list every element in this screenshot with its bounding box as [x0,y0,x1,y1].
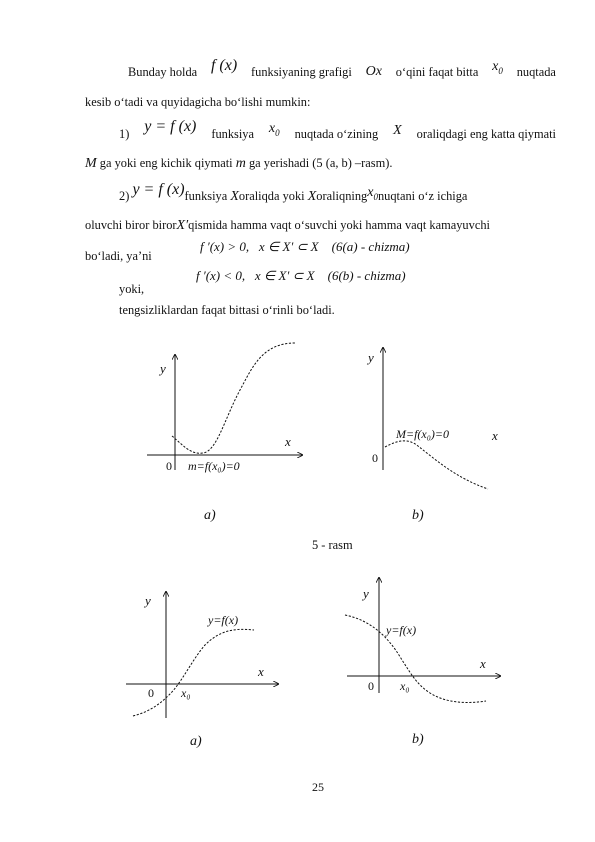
fig6b-y-label: y [363,586,369,601]
item2-text-c: oraliqning [316,189,368,203]
fig5b-curve [385,441,488,489]
fig6a-x-label: x [258,664,264,679]
para1-text-b: funksiyaning grafigi [251,65,352,79]
item2-x0: $x_0$ [367,185,378,202]
inequality-2: f ′(x) < 0, x ∈ X′ ⊂ X (6(b) - chizma) [196,268,406,283]
item2-conclusion: tengsizliklardan faqat bittasi o‘rinli bo‘ladi. [119,303,335,317]
fig5b-x-label: x [492,428,498,443]
page-number: 25 [312,780,324,794]
item2-line3: bo‘ladi, ya’ni [85,249,152,263]
inequality-1: f ′(x) > 0, x ∈ X′ ⊂ X (6(a) - chizma) [200,239,410,254]
item2-X2: X [307,189,317,204]
fig5a-caption: a) [204,508,216,523]
item1-equation: y = f (x) [144,118,197,135]
fig5b-y-label: y [368,350,374,365]
item1-text-b: nuqtada o‘zining [294,127,379,141]
yoki-text: yoki, [119,282,145,296]
item1-number: 1) [119,127,130,141]
fig6a-curve [133,629,254,716]
fig6a-origin: 0 [148,686,154,700]
para1-line2: kesib o‘tadi va quyidagicha bo‘lishi mumkin: [85,95,311,109]
fig5a-min-label: m=f(x₀)=0 [188,459,240,473]
item1-text-a: funksiya [211,127,254,141]
item2-text-b: oraliqda yoki [238,189,305,203]
item1-X: X [393,123,402,138]
fig6b-origin: 0 [368,679,374,693]
item2-text-line2b: qismida hamma vaqt o‘suvchi yoki hamma vaqt kamayuvchi [188,218,490,232]
item2-text-line2a: oluvchi biror biror [85,218,177,232]
item2-Xprime: X′ [176,218,189,233]
fig6b-x0-label: x₀ [400,679,410,693]
figure5-caption: 5 - rasm [312,538,353,552]
item2-X: X [230,189,239,204]
fig6a-y-label: y [145,593,151,608]
fig6a-x0-label: x₀ [181,686,191,700]
item1-text-e: ga yerishadi (5 (a, b) –rasm). [248,156,393,170]
fig5b-origin: 0 [372,451,378,465]
fig5b-max-label: M=f(x₀)=0 [396,427,450,441]
fig6b-function-label: y=f(x) [386,623,417,637]
fig6b-caption: b) [412,732,424,747]
item2-number: 2) [119,189,130,203]
item1-M: M [85,156,97,171]
figure-5b [366,348,510,523]
para1-text-a: Bunday holda [128,65,198,79]
figure-5a [147,343,302,523]
fig5a-y-label: y [160,361,166,376]
item1-m: m [235,156,246,171]
figure-6a [126,592,278,749]
fig6b-x-label: x [480,656,486,671]
para1-text-c: o‘qini faqat bitta [395,65,479,79]
fig5a-x-label: x [285,434,291,449]
item1-x0: $x_0$ [268,121,280,138]
item2-equation: y = f (x) [132,181,185,198]
item1-text-d: ga yoki eng kichik qiymati [99,156,233,170]
item1-text-c: oraliqdagi eng katta qiymati [416,127,556,141]
fig6a-function-label: y=f(x) [208,613,239,627]
fx-formula: f (x) [210,57,238,74]
fig5a-curve [172,343,295,453]
x0-symbol: $x_0$ [492,59,503,76]
fig5a-origin: 0 [166,459,172,473]
ox-symbol: Ox [365,64,382,79]
item2-text-d: nuqtani o‘z ichiga [377,189,468,203]
fig6a-caption: a) [190,734,202,749]
item2-text-a: funksiya [184,189,228,203]
figure-6b [345,578,500,747]
para1-text-d: nuqtada [516,65,556,79]
fig5b-caption: b) [412,508,424,523]
